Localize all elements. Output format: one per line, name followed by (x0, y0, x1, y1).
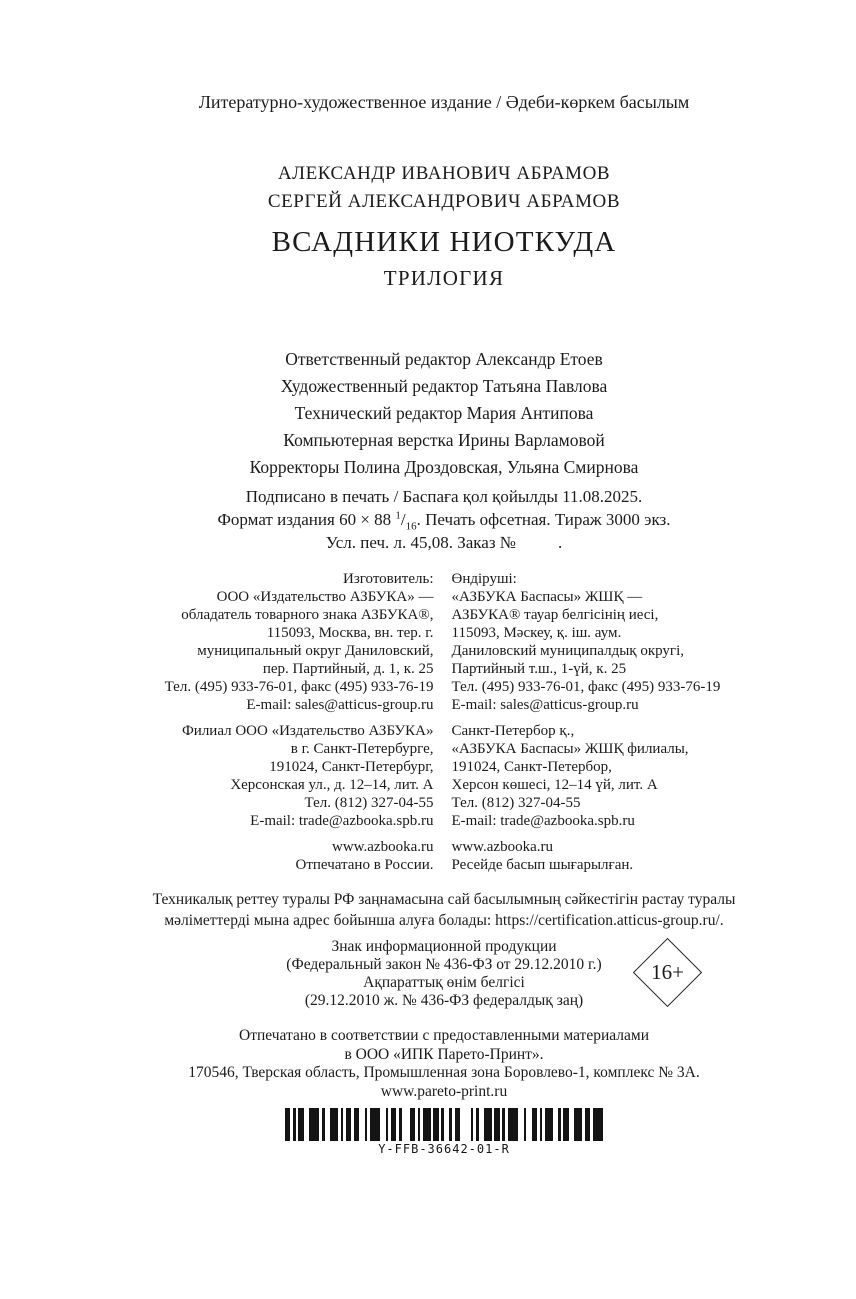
book-subtitle: ТРИЛОГИЯ (383, 266, 505, 290)
printer-line: 170546, Тверская область, Промышленная зона Боровлево-1, комплекс № 3А. (188, 1064, 700, 1081)
certification-line: мәліметтерді мына адрес бойынша алуға болады: https://certification.atticus-group.ru/. (164, 912, 724, 929)
imprint-line: E-mail: sales@atticus-group.ru (246, 697, 434, 713)
imprint-line: Өндіруші: (451, 571, 517, 587)
authors-block (32, 160, 856, 216)
info-product-sign-block (32, 938, 856, 1010)
author-line: СЕРГЕЙ АЛЕКСАНДРОВИЧ АБРАМОВ (267, 191, 621, 212)
imprint-line: АЗБУКА® тауар белгісінің иесі, (451, 607, 659, 623)
branch-block-ru (126, 722, 434, 830)
imprint-line: пер. Партийный, д. 1, к. 25 (262, 661, 434, 677)
printer-block (32, 1027, 856, 1101)
credit-line: Компьютерная верстка Ирины Варламовой (283, 430, 605, 450)
fraction-numerator: 1 (395, 509, 401, 522)
imprint-line: «АЗБУКА Баспасы» ЖШҚ — (451, 589, 643, 605)
print-info-line: Усл. печ. л. 45,08. Заказ № . (325, 533, 563, 552)
imprint-columns (32, 570, 856, 874)
imprint-line: Тел. (812) 327-04-55 (451, 795, 581, 811)
imprint-line: Тел. (812) 327-04-55 (304, 795, 434, 811)
page-content (32, 0, 856, 1156)
edition-type-line: Литературно-художественное издание / Әдеби-көркем басылым (198, 92, 690, 112)
imprint-line: муниципальный округ Даниловский, (197, 643, 434, 659)
credit-line: Корректоры Полина Дроздовская, Ульяна Смирнова (249, 457, 639, 477)
printed-in-line: Ресейде басып шығарылған. (451, 857, 634, 873)
imprint-line: 115093, Мәскеу, қ. іш. аум. (451, 625, 622, 641)
imprint-line: Тел. (495) 933-76-01, факс (495) 933-76-19 (164, 679, 434, 695)
imprint-line: Даниловский муниципалдық округі, (451, 643, 684, 659)
author-line: АЛЕКСАНДР ИВАНОВИЧ АБРАМОВ (277, 163, 611, 184)
imprint-line: в г. Санкт-Петербурге, (290, 741, 434, 757)
barcode-section (32, 1108, 856, 1156)
imprint-line: Партийный т.ш., 1-үй, к. 25 (451, 661, 627, 677)
branch-block-kz (452, 722, 763, 830)
imprint-column-kz (452, 570, 763, 874)
barcode-text: Y-FFB-36642-01-R (378, 1142, 510, 1156)
imprint-line: E-mail: trade@azbooka.spb.ru (250, 813, 434, 829)
info-sign-line: Знак информационной продукции (331, 938, 557, 955)
imprint-line: «АЗБУКА Баспасы» ЖШҚ филиалы, (451, 741, 689, 757)
imprint-line: обладатель товарного знака АЗБУКА®, (181, 607, 434, 623)
fraction-denominator: 16 (405, 520, 417, 533)
age-rating-value: 16+ (651, 960, 684, 984)
imprint-line: Тел. (495) 933-76-01, факс (495) 933-76-19 (451, 679, 721, 695)
imprint-line: Санкт-Петербор қ., (451, 723, 575, 739)
credit-line: Художественный редактор Татьяна Павлова (280, 376, 608, 396)
printer-line: в ООО «ИПК Парето-Принт». (344, 1045, 544, 1063)
credit-line: Ответственный редактор Александр Етоев (285, 349, 603, 369)
imprint-line: Херсонская ул., д. 12–14, лит. А (230, 777, 434, 793)
imprint-line: Херсон көшесі, 12–14 үй, лит. А (451, 777, 658, 793)
book-title: ВСАДНИКИ НИОТКУДА (271, 226, 617, 258)
printer-line: Отпечатано в соответствии с предоставленными материалами (239, 1027, 649, 1044)
manufacturer-block-ru (126, 570, 434, 714)
barcode (285, 1108, 603, 1141)
publisher-site: www.azbooka.ru (332, 839, 434, 855)
site-block-ru (126, 838, 434, 874)
credits-block (32, 346, 856, 481)
publisher-site: www.azbooka.ru (451, 839, 553, 855)
imprint-line: Филиал ООО «Издательство АЗБУКА» (181, 723, 434, 739)
manufacturer-block-kz (452, 570, 763, 714)
print-info-block (32, 485, 856, 554)
site-block-kz (452, 838, 763, 874)
certification-line: Техникалық реттеу туралы РФ заңнамасына сай басылымның сәйкестігін растау туралы (152, 891, 736, 908)
credit-line: Технический редактор Мария Антипова (294, 403, 594, 423)
printer-line: www.pareto-print.ru (380, 1082, 508, 1100)
printed-in-line: Отпечатано в России. (295, 857, 434, 873)
imprint-line: E-mail: trade@azbooka.spb.ru (451, 813, 635, 829)
info-sign-line: (Федеральный закон № 436-ФЗ от 29.12.2010 г.) (286, 956, 602, 973)
imprint-column-ru (126, 570, 434, 874)
info-product-sign-row (32, 938, 856, 1010)
print-info-line: Формат издания 60 × 88 $^1/_{16}$. Печать офсетная. Тираж 3000 экз. (217, 509, 671, 533)
imprint-line: E-mail: sales@atticus-group.ru (451, 697, 639, 713)
imprint-line: 115093, Москва, вн. тер. г. (266, 625, 434, 641)
certification-block (32, 889, 856, 931)
imprint-line: 191024, Санкт-Петербор, (451, 759, 612, 775)
info-sign-line: (29.12.2010 ж. № 436-ФЗ федералдық заң) (304, 992, 584, 1009)
imprint-line: Изготовитель: (342, 571, 434, 587)
imprint-line: 191024, Санкт-Петербург, (269, 759, 434, 775)
print-info-line: Подписано в печать / Баспаға қол қойылды 11.08.2025. (245, 487, 643, 506)
info-sign-line: Ақпараттық өнім белгісі (363, 974, 525, 991)
imprint-line: ООО «Издательство АЗБУКА» — (216, 589, 434, 605)
